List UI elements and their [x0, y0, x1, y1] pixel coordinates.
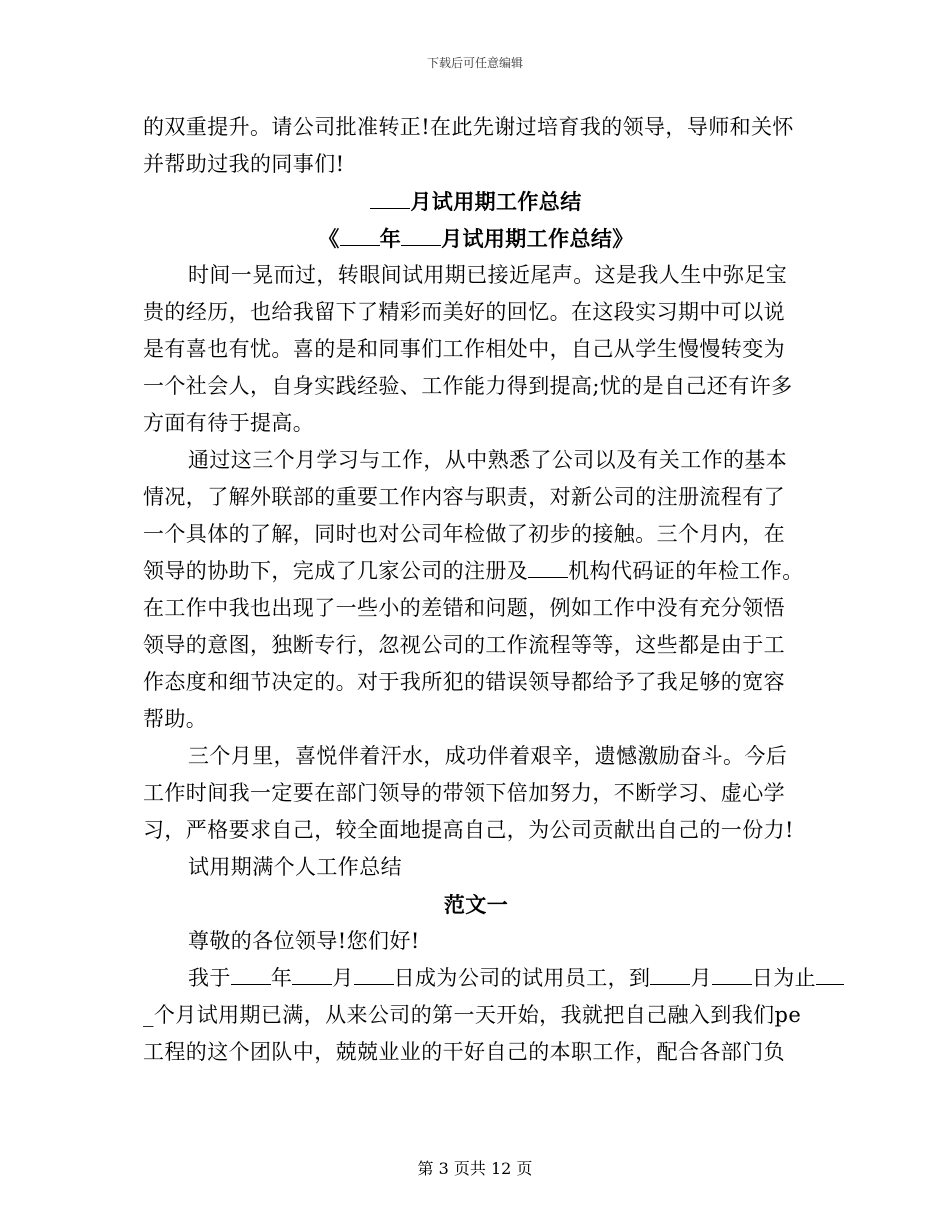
body-line: 方面有待于提高。 — [143, 411, 315, 435]
body-text: 机构代码证的年检工作。 — [568, 559, 804, 583]
fill-blank — [340, 225, 380, 246]
body-line: 领导的意图，独断专行，忽视公司的工作流程等等，这些都是由于工 — [143, 633, 785, 657]
heading-text: 月试用期工作总结 — [410, 189, 582, 214]
fill-blank — [231, 964, 271, 985]
fill-blank — [816, 964, 844, 985]
body-line — [143, 553, 809, 590]
section-subheading — [143, 220, 809, 257]
body-text: 领导的协助下，完成了几家公司的注册及 — [143, 559, 529, 583]
body-text: 月 — [332, 966, 354, 990]
body-line: 尊敬的各位领导!您们好! — [188, 929, 420, 953]
sample-heading: 范文一 — [443, 892, 509, 917]
section-heading — [143, 183, 809, 220]
heading-bracket: 《 — [318, 226, 340, 251]
body-line: 的双重提升。请公司批准转正!在此先谢过培育我的领导，导师和关怀 — [143, 115, 794, 139]
body-text: 月 — [690, 966, 712, 990]
fill-blank — [370, 188, 410, 209]
page-number: 第 3 页共 12 页 — [417, 1159, 533, 1178]
fill-blank — [401, 225, 441, 246]
fill-blank — [354, 964, 394, 985]
heading-text: 月试用期工作总结》 — [441, 226, 634, 251]
body-line: 时间一晃而过，转眼间试用期已接近尾声。这是我人生中弥足宝 — [188, 263, 788, 287]
body-line: 试用期满个人工作总结 — [188, 855, 402, 879]
body-line — [143, 960, 817, 997]
body-line: 工程的这个团队中，兢兢业业的干好自己的本职工作，配合各部门负 — [143, 1040, 785, 1064]
body-text: 年 — [270, 966, 293, 990]
body-line: 通过这三个月学习与工作，从中熟悉了公司以及有关工作的基本 — [188, 448, 788, 472]
body-line: 三个月里，喜悦伴着汗水，成功伴着艰辛，遗憾激励奋斗。今后 — [188, 744, 788, 768]
body-line: 习，严格要求自己，较全面地提高自己，为公司贡献出自己的一份力! — [143, 818, 794, 842]
body-line: 在工作中我也出现了一些小的差错和问题，例如工作中没有充分领悟 — [143, 596, 785, 620]
body-line: 工作时间我一定要在部门领导的带领下倍加努力，不断学习、虚心学 — [143, 781, 785, 805]
body-line: 帮助。 — [143, 707, 208, 731]
heading-year: 年 — [379, 226, 402, 251]
fill-blank — [650, 964, 690, 985]
body-line: 并帮助过我的同事们! — [143, 152, 345, 176]
fill-blank — [528, 557, 568, 578]
page-header-note: 下载后可任意编辑 — [426, 56, 523, 70]
body-line: 一个具体的了解，同时也对公司年检做了初步的接触。三个月内，在 — [143, 522, 785, 546]
body-text: 日成为公司的试用员工，到 — [393, 966, 651, 990]
document-body — [143, 109, 817, 1071]
body-line: 情况，了解外联部的重要工作内容与职责，对新公司的注册流程有了 — [143, 485, 785, 509]
body-line: 一个社会人，自身实践经验、工作能力得到提高;忧的是自己还有许多 — [143, 374, 793, 398]
fill-blank — [292, 964, 332, 985]
body-text: 我于 — [188, 966, 231, 990]
fill-blank — [712, 964, 752, 985]
body-line: _个月试用期已满，从来公司的第一天开始，我就把自己融入到我们pe — [143, 1003, 802, 1027]
body-text: 日为止 — [751, 966, 817, 990]
body-line: 作态度和细节决定的。对于我所犯的错误领导都给予了我足够的宽容 — [143, 670, 785, 694]
body-line: 是有喜也有忧。喜的是和同事们工作相处中，自己从学生慢慢转变为 — [143, 337, 785, 361]
body-line: 贵的经历，也给我留下了精彩而美好的回忆。在这段实习期中可以说 — [143, 300, 785, 324]
